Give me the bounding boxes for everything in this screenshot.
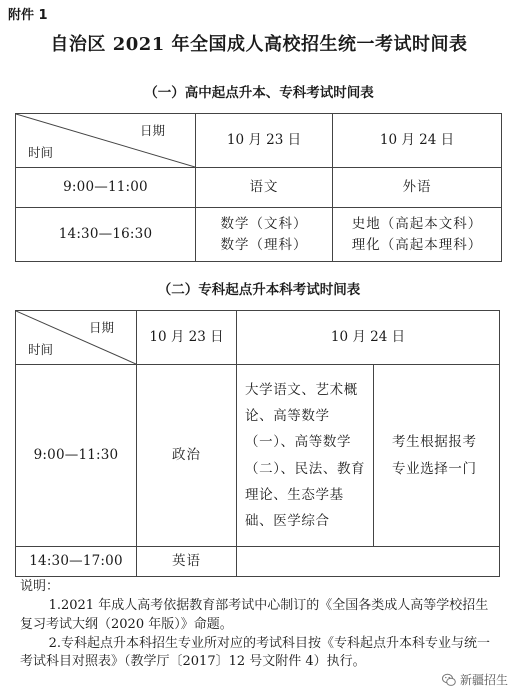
table1-row1-date2-subject: 外语: [333, 168, 502, 208]
notes-section: [20, 578, 500, 672]
table1-corner-header: [16, 114, 196, 168]
notes-label: 说明：: [20, 579, 60, 594]
subject-line: 理化（高起本理科）: [351, 236, 483, 253]
table1-row2-date2-subjects: [333, 208, 502, 262]
section1-heading: （一）高中起点升本、专科考试时间表: [144, 85, 374, 101]
table1-date1-header: 10 月 23 日: [196, 114, 333, 168]
table2-date1-header: 10 月 23 日: [137, 311, 237, 365]
watermark-text: 新疆招生: [459, 673, 508, 687]
table2-corner-header: [16, 311, 137, 365]
table2-row2-date1-subject: 英语: [137, 547, 237, 577]
corner-time-label: 时间: [28, 341, 54, 357]
table1-date2-header: 10 月 24 日: [333, 114, 502, 168]
table1-row1-time: 9:00—11:00: [16, 168, 196, 208]
table2-row2-date2-empty: [237, 547, 500, 577]
note-1: 1.2021 年成人高考依据教育部考试中心制订的《全国各类成人高等学校招生复习考试大纲（2020 年版）》命题。: [20, 597, 489, 632]
table2-row1-time: 9:00—11:30: [16, 365, 137, 547]
corner-date-label: 日期: [139, 123, 165, 138]
table2-date2-header: 10 月 24 日: [237, 311, 500, 365]
section2-heading: （二）专科起点升本科考试时间表: [157, 282, 361, 298]
schedule-table-2: [15, 310, 500, 577]
subject-line: 数学（理科）: [220, 236, 308, 253]
note-2: 2.专科起点升本科招生专业所对应的考试科目按《专科起点升本科专业与统一考试科目对照表》（教学厅〔2017〕12 号文附件 4）执行。: [20, 635, 490, 670]
corner-date-label: 日期: [88, 320, 114, 335]
table2-row2-time: 14:30—17:00: [16, 547, 137, 577]
watermark: [442, 671, 508, 688]
table2-row1-subject-list: 大学语文、艺术概论、高等数学（一）、高等数学（二）、民法、教育理论、生态学基础、医学综合: [237, 365, 374, 547]
schedule-table-1: [15, 113, 502, 262]
table2-row1-date1-subject: 政治: [137, 365, 237, 547]
subject-line: 史地（高起本文科）: [351, 215, 483, 232]
table1-row2-date1-subjects: [196, 208, 333, 262]
subject-line: 数学（文科）: [220, 215, 308, 232]
page-title: 自治区 2021 年全国成人高校招生统一考试时间表: [50, 34, 468, 55]
table1-row2-time: 14:30—16:30: [16, 208, 196, 262]
corner-time-label: 时间: [28, 144, 54, 160]
table1-row1-date1-subject: 语文: [196, 168, 333, 208]
attachment-label: 附件 1: [8, 8, 48, 23]
wechat-icon: [442, 673, 456, 687]
table2-row1-choice-note: 考生根据报考专业选择一门: [374, 365, 500, 547]
